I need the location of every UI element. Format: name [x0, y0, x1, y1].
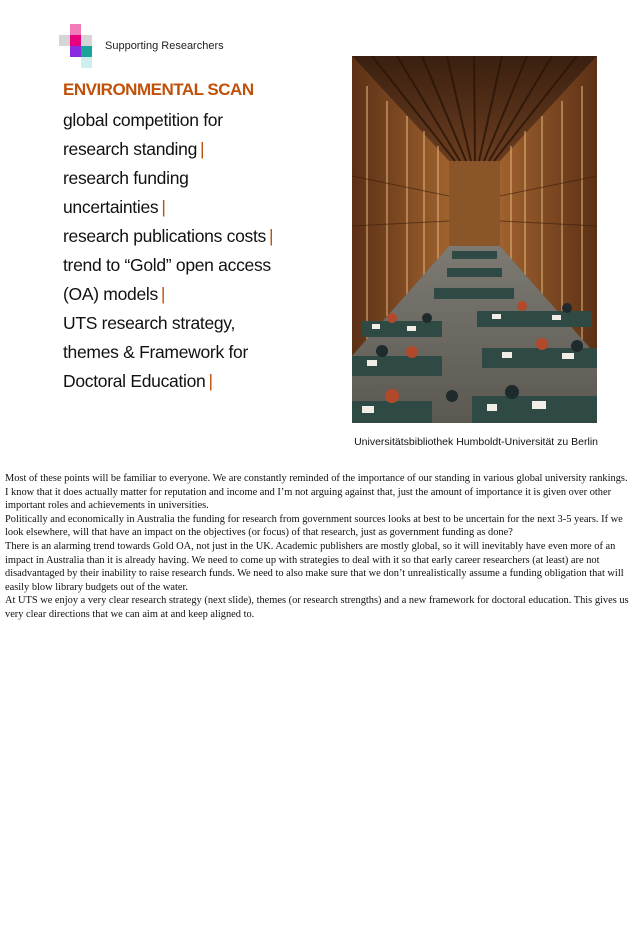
- point-text: UTS research strategy,: [63, 313, 236, 333]
- point-text: research publications costs: [63, 226, 266, 246]
- point-text: uncertainties: [63, 197, 159, 217]
- notes-paragraph: There is an alarming trend towards Gold OA, not just in the UK. Academic publishers are mostly global, so it will inevitably have even more of an impact in Australia than it is already having. We need to come up with strategies to deal with it so that early career researchers (at least) are not disadvantaged by their inability to raise research funds. We need to also make sure that we don’t unrealistically assume a funding obligation that will easily blow library budgets out of the water.: [5, 540, 624, 593]
- point-text: themes & Framework for: [63, 342, 248, 362]
- point-line: [63, 135, 343, 164]
- point-text: research standing: [63, 139, 198, 159]
- point-line: [63, 222, 343, 251]
- slide-title: ENVIRONMENTAL SCAN: [63, 80, 254, 99]
- library-interior-image: [352, 56, 597, 423]
- uts-logo: [59, 24, 95, 68]
- speaker-notes: [5, 472, 633, 622]
- point-line: [63, 338, 343, 367]
- notes-paragraph: Politically and economically in Australia the funding for research from government sources looks at best to be uncertain for the next 3-5 years. If we look elsewhere, will that have an impact on the objectives (or focus) of that research, just as government funding as done?: [5, 513, 623, 539]
- point-text: (OA) models: [63, 284, 158, 304]
- point-line: [63, 367, 343, 396]
- slide-points: [63, 106, 343, 396]
- library-photo: [352, 56, 597, 423]
- notes-paragraph: At UTS we enjoy a very clear research strategy (next slide), themes (or research strengths) and a new framework for doctoral education. This gives us very clear directions that we can aim at and keep aligned to.: [5, 595, 629, 620]
- notes-paragraph: Most of these points will be familiar to everyone. We are constantly reminded of the importance of our standing in various global university rankings. I know that it does actually matter for reputation and income and I’m not arguing against that, just the amount of importance it is given over other important roles and achievements in universities.: [5, 473, 628, 512]
- point-line: [63, 309, 343, 338]
- photo-caption: Universitätsbibliothek Humboldt-Universität zu Berlin: [354, 436, 598, 448]
- point-line: [63, 164, 343, 193]
- point-text: Doctoral Education: [63, 371, 206, 391]
- point-separator: |: [268, 226, 274, 246]
- header-label: Supporting Researchers: [105, 40, 224, 52]
- point-line: [63, 251, 343, 280]
- point-line: [63, 193, 343, 222]
- point-separator: |: [160, 284, 166, 304]
- point-separator: |: [161, 197, 166, 217]
- point-line: [63, 106, 343, 135]
- point-text: global competition for: [63, 110, 223, 130]
- point-separator: |: [208, 371, 213, 391]
- point-line: [63, 280, 343, 309]
- point-text: trend to “Gold” open access: [63, 255, 271, 275]
- point-text: research funding: [63, 168, 189, 188]
- point-separator: |: [200, 139, 205, 159]
